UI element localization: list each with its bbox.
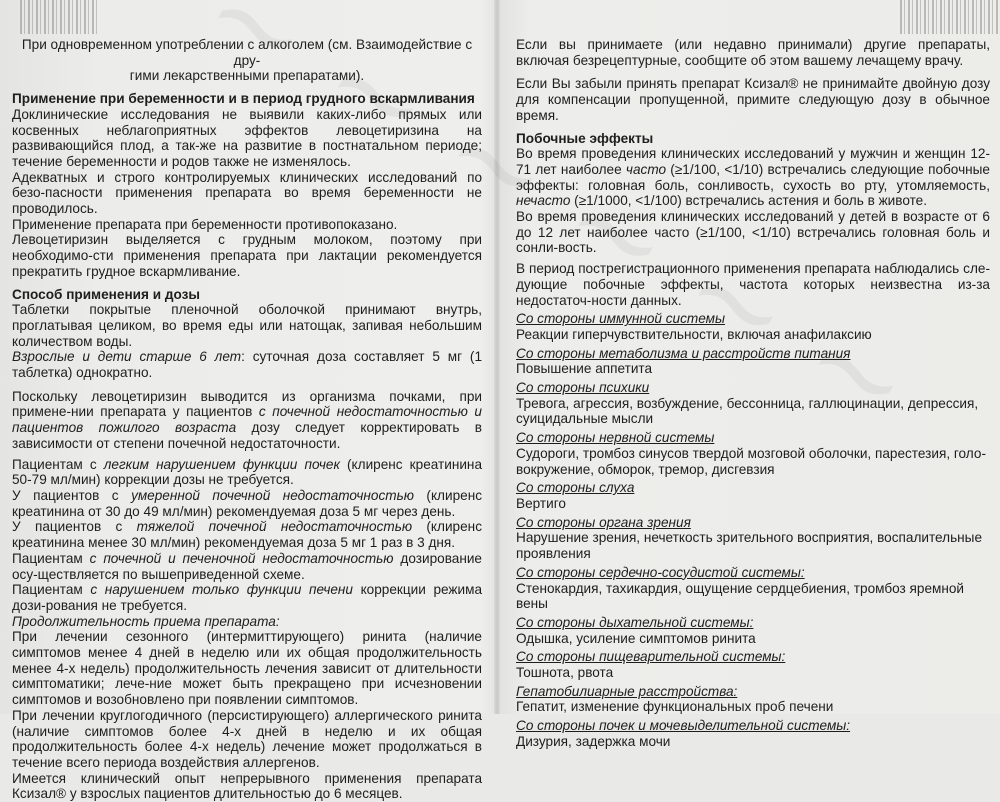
paragraph — [12, 349, 482, 380]
text-run: дозу следует корректировать в зависимости от степени почечной недостаточности. — [12, 420, 482, 451]
category-heading: Со стороны дыхательной системы: — [516, 614, 754, 630]
text-run: Пациентам — [12, 582, 91, 598]
paragraph — [516, 146, 990, 209]
paragraph: Тревога, агрессия, возбуждение, бессонница, галлюцинации, депрессия, суицидальные мысли — [516, 395, 979, 427]
paragraph: В период пострегистрационного применения препарата наблюдались сле-дующие побочные эффекты, частота которых неизвестна из-за недостаточ-ности данных. — [516, 261, 990, 308]
paragraph: Левоцетиризин выделяется с грудным молоком, поэтому при необходимо-сти применения препарата при лактации рекомендуется прекратить грудное вскармливание. — [12, 232, 482, 279]
left-column — [12, 37, 482, 802]
text-run: коррекции режима дози-рования не требуется. — [12, 582, 483, 613]
category-heading: Со стороны почек и мочевыделительной системы: — [516, 718, 851, 734]
section-heading: Побочные эффекты — [516, 130, 654, 146]
paragraph: Дизурия, задержка мочи — [516, 733, 671, 749]
text-run: (≥1/1000, <1/100) встречались астения и боль в животе. — [570, 193, 928, 209]
text-run: дозирование осу-ществляется по вышеприведенной схеме. — [12, 550, 482, 582]
paragraph: При лечении сезонного (интермиттирующего) ринита (наличие симптомов менее 4 дней в неделю или их общая продолжительность менее 4-х недель) продолжительность лечения зависит от длительности симптоматики; лече-ние может быть прекращено при исчезновении симптомов и возобновлено при появлении симптомов. — [12, 629, 482, 708]
text-run: Пациентам — [12, 550, 90, 566]
paragraph — [12, 551, 482, 582]
paragraph: Стенокардия, тахикардия, ощущение сердцебиения, тромбоз яремной вены — [516, 580, 965, 612]
category-heading: Гепатобилиарные расстройства: — [516, 683, 738, 699]
barcode-strip-right — [900, 0, 1000, 34]
paragraph: Вертиго — [516, 495, 566, 511]
paragraph: Таблетки покрытые пленочной оболочкой принимают внутрь, проглатывая целиком, во время еды или натощак, запивая небольшим количеством воды. — [12, 302, 482, 349]
italic-text: с почечной и печеночной недостаточностью — [89, 550, 394, 566]
paragraph: Во время проведения клинических исследований у детей в возрасте от 6 до 12 лет наиболее часто (≥1/100, <1/10) встречались головная боль и сонли-вость. — [516, 209, 990, 256]
italic-text: умеренной почечной недостаточностью — [131, 487, 414, 503]
paragraph: Реакции гиперчувствительности, включая анафилаксию — [516, 326, 872, 342]
text-run: (клиренс креатинина менее 30 мл/мин) рекомендуемая доза 5 мг 1 раз в 3 дня. — [12, 519, 482, 551]
page-fold — [494, 0, 500, 714]
text-run: (≥1/100, <1/10) встречались следующие побочные эффекты: головная боль, сонливость, сухость во рту, утомляемость, — [516, 161, 990, 193]
category-heading: Со стороны нервной системы — [516, 430, 715, 446]
italic-text: тяжелой почечной недостаточностью — [136, 519, 413, 535]
italic-text: с почечной недостаточностью и пациентов пожилого возраста — [12, 404, 482, 436]
italic-text: нечасто — [516, 193, 571, 209]
paragraph: При одновременном употреблении с алкоголем (см. Взаимодействие с дру- гими лекарственными препаратами). — [21, 37, 473, 84]
paragraph: Гепатит, изменение функциональных проб печени — [516, 699, 834, 715]
right-column — [516, 37, 990, 750]
paragraph: Нарушение зрения, нечеткость зрительного восприятия, воспалительные проявления — [516, 530, 983, 562]
paragraph: Если вы принимаете (или недавно принимали) другие препараты, включая безрецептурные, сообщите об этом вашему лечащему врачу. — [516, 37, 990, 68]
paragraph — [12, 519, 482, 550]
paragraph — [12, 582, 482, 613]
paragraph: Одышка, усиление симптомов ринита — [516, 630, 756, 646]
paragraph — [12, 614, 482, 630]
text-run: (клиренс креатинина 50-79 мл/мин) коррекции дозы не требуется. — [12, 456, 483, 488]
category-heading: Со стороны пищеварительной системы: — [516, 649, 786, 665]
text-run: У пациентов с — [12, 487, 132, 503]
text-run: (клиренс креатинина от 30 до 49 мл/мин) рекомендуемая доза 5 мг через день. — [12, 487, 482, 519]
paragraph: Адекватных и строго контролируемых клинических исследований по безо-пасности применения препарата во время беременности не проводилось. — [12, 169, 482, 217]
italic-text: часто — [625, 161, 667, 177]
category-heading: Со стороны органа зрения — [516, 514, 691, 530]
italic-text: легким нарушением функции почек — [103, 456, 340, 472]
paragraph: Повышение аппетита — [516, 361, 653, 377]
text-run: Пациентам с — [12, 456, 104, 472]
paragraph: Имеется клинический опыт непрерывного применения препарата Ксизал® у взрослых пациентов длительностью до 6 месяцев. — [12, 770, 482, 802]
paragraph — [12, 389, 482, 452]
section-heading: Применение при беременности и в период грудного вскармливания — [12, 91, 475, 107]
paragraph: Если Вы забыли принять препарат Ксизал® не принимайте двойную дозу для компенсации пропущенной, примите следующую дозу в обычное время. — [516, 76, 990, 123]
italic-text: с нарушением только функции печени — [90, 582, 353, 598]
paragraph: Доклинические исследования не выявили каких-либо прямых или косвенных неблагоприятных эффектов левоцетиризина на развивающийся плод, а так-же на развитие в постнатальном периоде; течение беременности и родов также не изменялось. — [12, 106, 482, 169]
text-run: У пациентов с — [12, 519, 137, 535]
category-heading: Со стороны сердечно-сосудистой системы: — [516, 564, 805, 580]
text-run: Поскольку левоцетиризин выводится из организма почками, при примене-нии препарата у пациентов — [12, 388, 482, 420]
category-heading: Со стороны психики — [516, 380, 650, 396]
paragraph: Применение препарата при беременности противопоказано. — [12, 216, 398, 232]
text-run: Во время проведения клинических исследований у мужчин и женщин 12-71 лет наиболее — [516, 146, 990, 177]
paragraph: Судороги, тромбоз синусов твердой мозговой оболочки, парестезия, голо-вокружение, обморок, тремор, дисгевзия — [516, 445, 986, 477]
barcode-strip-left — [20, 0, 100, 34]
text-run: : суточная доза составляет 5 мг (1 таблетка) однократно. — [12, 349, 483, 381]
paragraph — [12, 457, 482, 488]
category-heading: Со стороны иммунной системы — [516, 311, 725, 327]
section-heading: Способ применения и дозы — [12, 286, 200, 302]
paragraph — [12, 488, 482, 519]
category-heading: Со стороны метаболизма и расстройств питания — [516, 345, 851, 361]
italic-text: Продолжительность приема препарата: — [12, 613, 280, 629]
category-heading: Со стороны слуха — [516, 480, 635, 496]
paragraph: Тошнота, рвота — [516, 665, 614, 681]
italic-text: Взрослые и дети старше 6 лет — [12, 349, 242, 365]
paragraph: При лечении круглогодичного (персистирующего) аллергического ринита (наличие симптомов более 4-х дней в неделю и их общая продолжительность более 4-х недель) лечение может продолжаться в течение всего периода воздействия аллергенов. — [12, 707, 482, 770]
